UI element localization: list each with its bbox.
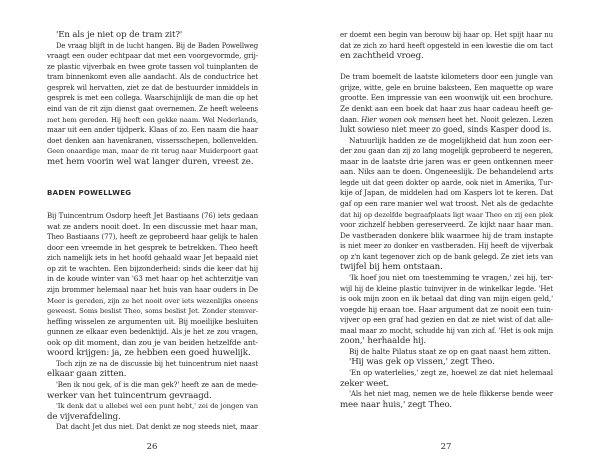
text-line: grijze, witte, gele en bruine baksteen. Een maquette op ware [340, 82, 553, 92]
text-line: maar in de laatste drie jaren was er geen ontkennen meer [340, 156, 553, 166]
text-line: legde uit dat geen dokter op aarde, ook niet in Amerika, Tur- [340, 177, 553, 187]
section-heading: BADEN POWELLWEG [47, 189, 132, 198]
text-line: mee naar huis,' zegt Theo. [340, 399, 453, 410]
text-line: er doemt een begin van berouw bij haar op. Het spijt haar nu [340, 31, 553, 39]
text-line-with-italic [340, 115, 553, 126]
text-line: zich namelijk iets in het hoofd gehaald waar Jet bepaald niet [47, 253, 258, 263]
text-line: 'En op waterlelies,' zegt ze, hoewel ze dat niet helemaal [349, 368, 553, 377]
text-line: voegde hij eraan toe. Haar argument dat ze nooit een tuin- [340, 304, 553, 314]
text-line: 'En als je niet op de tram zit?' [56, 30, 183, 40]
text-line: en zachtheid vroeg. [340, 51, 424, 62]
text-line: 'Ik denk dat u allebei wel een punt hebt,' zei de jongen van [56, 402, 258, 411]
text-line: dat hij op dezelfde begraafplaats ligt waar Theo en zij een plek [340, 210, 553, 219]
text-line: zoon,' herhaalde hij. [340, 336, 426, 347]
text-line: met hem voorin wel wat langer duren, vreest ze. [47, 156, 254, 167]
text-run: daan. [340, 115, 362, 124]
text-line: zijn brommer helemaal naar het huis van haar ouders in De [47, 284, 258, 294]
text-line: De vraag blijft in de lucht hangen. Bij de Baden Powellweg [56, 41, 258, 50]
text-line: kije of Japan, de middelen had om Kaspers lot te keren. Dat [340, 188, 553, 198]
text-line: lukt sowieso niet meer zo goed, sinds Kasper dood is. [340, 125, 552, 135]
text-line: 'Hij was gek op vissen,' zegt Theo. [349, 357, 495, 368]
left-page-text [47, 30, 258, 433]
section-break [340, 62, 553, 73]
text-line: vijver op een graf had gezien en dat ze niet wist of dat alle- [340, 315, 553, 325]
text-line: ook op dit moment, dan zou je van beiden hetzelfde ant- [47, 337, 258, 347]
text-line: maar uit een ander tijdperk. Klaas of zo. Een naam die haar [47, 125, 258, 135]
text-line: vraagt een ouder echtpaar dat met een voorgevormde, grij- [47, 51, 258, 61]
text-line: Bij de halte Pilatus staat ze op en gaat naast hem zitten. [349, 346, 551, 356]
text-line: twijfel bij hem ontstaan. [340, 262, 443, 273]
text-line: gesprek is met een collega. Waarschijnlijk de man die op het [47, 93, 258, 103]
text-line: wijl hij de kleine plastic tuinvijver in de winkelkar legde. 'Het [340, 284, 553, 293]
right-page-text [340, 30, 553, 410]
text-line: ze plastic vijverbak en twee grote tassen vol tuinplanten de [47, 61, 258, 71]
text-line: elkaar gaan zitten. [47, 369, 127, 380]
text-line: wat ze anders nooit doet. In een discussie met haar man, [47, 221, 258, 231]
page-number: 26 [146, 442, 158, 452]
text-line: aan. Niks aan te doen. Ongeneeslijk. De behandelend arts [340, 167, 553, 177]
text-line: De vastberaden donkere blik waarmee hij de tram instapte [340, 230, 553, 240]
book-title: Hier wonen ook mensen [361, 115, 446, 124]
text-line: in de koude winter van '63 met haar op het achterzitje van [47, 274, 258, 284]
text-line: De tram boemelt de laatste kilometers door een jungle van [340, 72, 553, 82]
text-run: heet het. Nooit gelezen. Lezen [445, 115, 553, 124]
text-line: grootte. Een impressie van een woonwijk uit een brochure. [340, 93, 553, 103]
text-line: door een vreemde in het gesprek te betrekken. Theo heeft [47, 242, 258, 252]
text-line: Dat dacht Jet dus niet. Dat denkt ze nog steeds niet, maar [56, 422, 258, 432]
text-line: is niet meer zo donker en vastberaden. Hij heeft de vijverbak [340, 241, 553, 251]
text-line: eind van de rit zijn dienst gaat overnemen. Ze heeft weleens [47, 103, 258, 113]
text-line: Theo Bastiaans (77), heeft ze geprobeerd haar gelijk te halen [47, 233, 258, 242]
text-line: is ook mijn zoon en ik betaal dat ding van mijn eigen geld,' [340, 294, 553, 304]
text-line: 'Als het niet mag, nemen we de hele flikkerse bende weer [349, 389, 553, 399]
text-line: gesprek wil hervatten, ziet ze dat de bestuurder inmiddels in [47, 83, 258, 92]
right-page [300, 0, 600, 471]
text-line: 'Ik hoef jou niet om toestemming te vragen,' zei hij, ter- [349, 272, 553, 282]
text-line: 'Ben ik nou gek, of is die man gek?' heeft ze aan de mede- [56, 380, 258, 389]
text-line: der zou gaan dan zij zo lang mogelijk geprobeerd te negeren, [340, 147, 553, 156]
text-line: voor zichzelf hebben gereserveerd. Ze kijkt naar haar man. [340, 220, 553, 230]
text-line: werker van het tuincentrum gevraagd. [47, 390, 212, 401]
text-line: op zit te wachten. Een bijzonderheid: sinds die keer dat hij [47, 263, 258, 273]
text-line: met hem gereden. Hij heeft een gekke naam. Wel Nederlands, [47, 115, 258, 124]
page-number: 27 [440, 442, 452, 452]
text-line: woord krijgen: ja, ze hebben een goed huwelijk. [47, 348, 251, 359]
text-line: op z'n kant tegenover zich op de bank gelegd. Ze ziet iets van [340, 252, 553, 261]
text-line: gunnen ze elkaar even bedenktijd. Als je het ze zou vragen, [47, 327, 258, 337]
text-line: Natuurlijk hadden ze de mogelijkheid dat hun zoon eer- [349, 135, 553, 145]
text-line: tram binnenkomt even alle aandacht. Als de conductrice het [47, 72, 258, 82]
text-line: Toch zijn ze na de discussie bij het tuincentrum niet naast [56, 358, 258, 368]
text-line: geweest. Soms beslist Theo, soms beslist Jet. Zonder stemver- [47, 307, 258, 316]
text-line: Ze denkt aan een boek dat haar zus haar cadeau heeft ge- [340, 103, 553, 113]
text-line: zeker weet. [340, 378, 390, 389]
text-line: Bij Tuincentrum Osdorp heeft Jet Bastiaans (76) iets gedaan [47, 211, 258, 220]
text-line: dat ze zich zo hard heeft opgesteld in een kwestie die om tact [340, 41, 553, 50]
text-line: Meer is gereden, zijn ze het nooit over iets wezenlijks oneens [47, 296, 258, 305]
text-line: gaf op een rare manier wel wat troost. Net als de gedachte [340, 199, 553, 208]
text-line: heffing wisselen ze argumenten uit. Bij moeilijke besluiten [47, 316, 258, 326]
text-line: Geen onaardige man, maar de rit terug naar Muiderpoort gaat [47, 147, 258, 156]
text-line: de vijverafdeling. [47, 411, 121, 422]
section-break [47, 199, 258, 211]
text-line: maal maar zo mocht, schudde hij van zich af. 'Het is ook mijn [340, 326, 553, 335]
text-line: doet denken aan havenkranen, vissersschepen, bollenvelden. [47, 136, 258, 145]
section-break [47, 167, 258, 188]
